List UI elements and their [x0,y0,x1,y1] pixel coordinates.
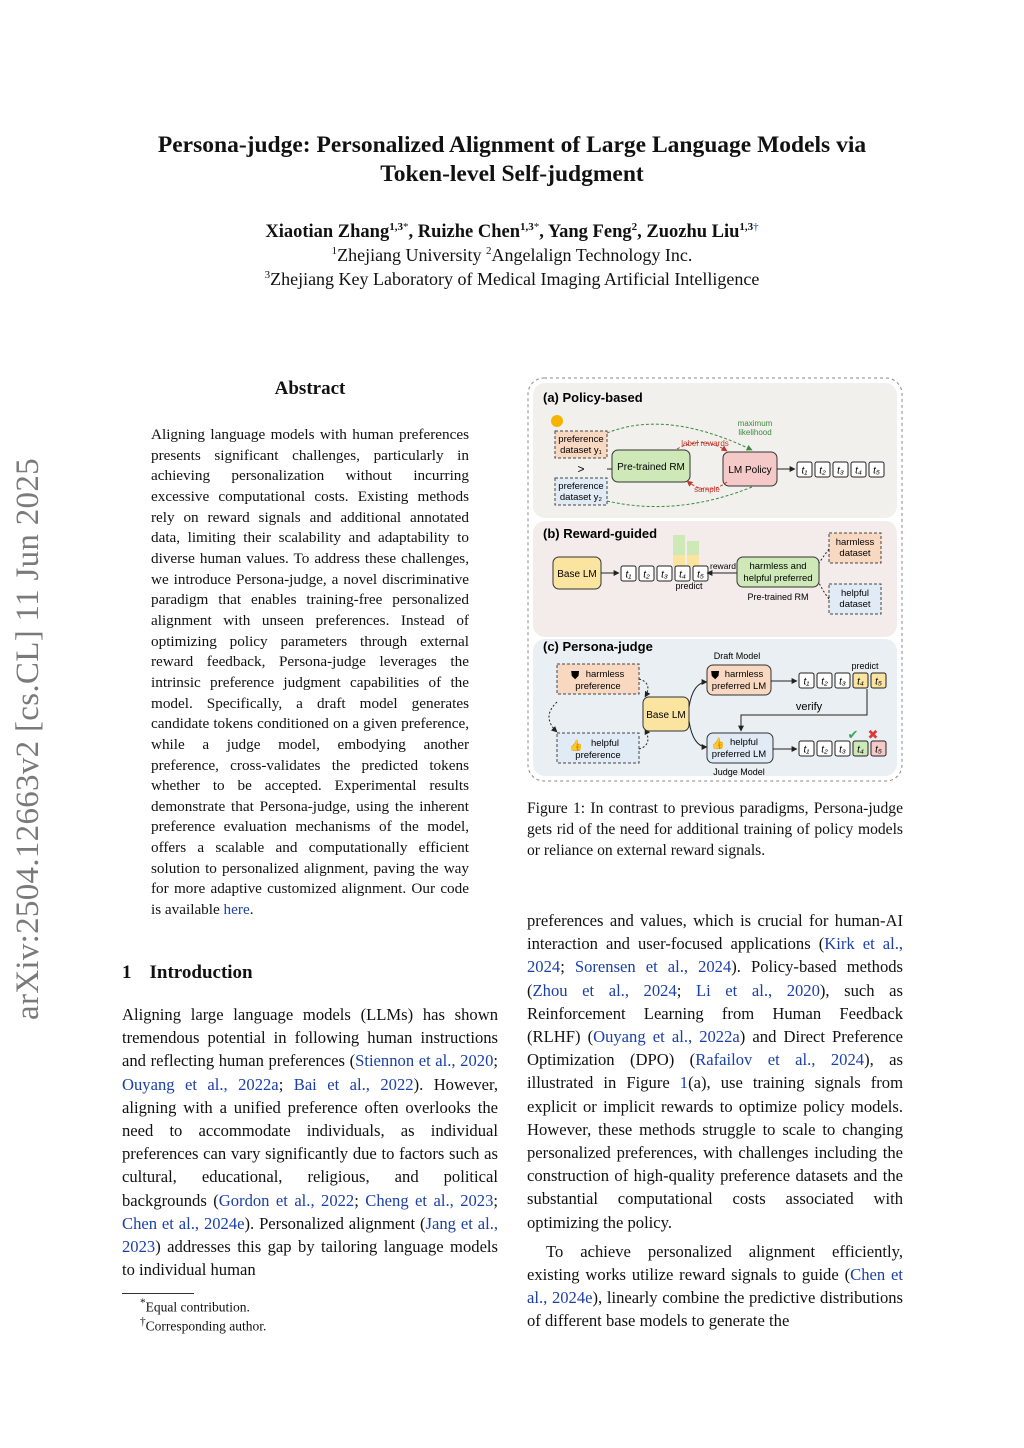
text-run: ). Policy-based methods ( [527,957,904,1000]
helpful-lm-2: preferred LM [711,749,767,760]
text-run: (a), use training signals from explicit or implicit rewards to optimize policy models. However, these methods struggle to scale to changing personalized preferences, with challenges including the construction of high-quality preference datasets and the substantial computational costs associated with optimizing the policy. [527,1073,903,1232]
token-label: t₃ [839,744,846,756]
author-list: Xiaotian Zhang$^{1,3*}$, Ruizhe Chen$^{1,3*}$, Yang Feng$^2$, Zuozhu Liu$^{1,3\dagger}$ [265,221,759,243]
harmless-lm-1: harmless [724,669,764,680]
abstract-text: Aligning language models with human preferences presents significant challenges, particularly in achieving personalization without incurring excessive computational costs. Existing methods rely on reward signals and additional annotated data, limiting their scalability and adaptability to diverse human values. To address these challenges, we introduce Persona-judge, a novel discriminative paradigm that enables training-free personalized alignment with unseen preferences. Instead of optimizing policy parameters through external reward feedback, Persona-judge leverages the intrinsic preference judgment capabilities of the model. Specifically, a draft model generates candidate tokens conditioned on a given preference, while a judge model, embodying another preference, cross-validates the predicted tokens whether to be accepted. Experimental results demonstrate that Persona-judge, using the inherent preference evaluation mechanisms of the model, offers a scalable and computationally efficient solution to personalized alignment, paving the way for more adaptive customized alignment. Our code is available [151,426,469,919]
author-affiliation-mark: 1,3 [520,221,534,233]
section-heading [122,962,253,984]
panel-c-title: (c) Persona-judge [543,639,653,654]
token-label: t₄ [679,569,686,581]
panel-a-title: (a) Policy-based [543,390,643,405]
harmless-pref-1: harmless [585,669,625,680]
figure-caption: Figure 1: In contrast to previous paradigms, Persona-judge gets rid of the need for additional training of policy models or reliance on external reward signals. [527,800,903,859]
text-run: ). Personalized alignment ( [244,1213,426,1233]
token-label: t₃ [837,465,844,477]
shield-icon: ⛊ [711,670,720,682]
author-name: Xiaotian Zhang [265,222,390,243]
text-run: ; [493,1190,499,1210]
figure-diagram [527,377,903,782]
verify-label: verify [795,701,823,713]
arxiv-identifier: arXiv:2504.12663v2 [cs.CL] 11 Jun 2025 [10,458,46,1020]
right-column-text [527,909,903,1333]
harmless-pref-2: preference [575,681,621,692]
token-label: t₂ [819,465,826,477]
text-run: Aligning large language models (LLMs) has shown tremendous potential in following human instructions and reflecting human preferences ( [122,1005,498,1071]
author-affiliation-mark: 1,3 [389,221,403,233]
reward-bar [673,535,685,555]
citation-link[interactable]: Sorensen et al., 2024 [574,957,732,977]
text-run: ; [560,957,575,977]
footnote-rule [122,1293,194,1294]
code-link[interactable]: here [223,901,250,919]
pref-y2-label: preference dataset y₂ [558,481,604,503]
token-label: t₁ [625,569,632,581]
affiliation: Zhejiang Key Laboratory of Medical Imaging Artificial Intelligence [270,269,760,289]
footnote-mark: † [140,1316,146,1328]
token-label: t₁ [801,465,808,477]
author-name: Yang Feng [547,222,632,243]
reward-label: reward [710,561,736,571]
token-label: t₃ [839,676,846,688]
citation-link[interactable]: Jang et al., 2023 [122,1213,498,1257]
reward-bar [687,541,699,555]
footnote [140,1316,266,1335]
text-run: ; [354,1190,366,1210]
lm-policy-label: LM Policy [728,465,772,476]
token-label: t₁ [803,676,810,688]
section-title: Introduction [149,962,253,983]
token-label: t₅ [697,569,704,581]
citation-link[interactable]: Li et al., 2020 [695,980,820,1000]
footnote-mark: * [140,1297,146,1309]
paper-title [80,131,944,189]
sun-icon [551,415,563,427]
author-affiliation-mark: 2 [631,221,638,233]
affiliation-line [80,245,944,266]
base-lm-label-b: Base LM [557,569,597,580]
thumbs-up-icon: 👍 [711,738,725,750]
helpful-dataset-2: dataset [839,599,871,610]
citation-link[interactable]: Bai et al., 2022 [293,1074,414,1094]
thumbs-up-icon: 👍 [569,740,583,752]
figure-1 [527,377,903,782]
abstract-heading: Abstract [274,378,346,399]
footnote-text: Equal contribution. [145,1299,250,1315]
footnote [140,1297,250,1316]
figure-ref-link[interactable]: 1 [679,1073,689,1093]
hh-preferred-2: helpful preferred [743,573,813,584]
affiliation-mark: 1 [331,245,338,257]
affiliation: Angelalign Technology Inc. [491,245,693,265]
token-label: t₄ [857,744,864,756]
citation-link[interactable]: Chen et al., 2024e [122,1213,245,1233]
judge-model-label: Judge Model [713,767,765,777]
affiliation-line [80,269,944,290]
text-run: ; [278,1074,294,1094]
token-label: t₂ [821,744,828,756]
citation-link[interactable]: Chen et al., 2024e [527,1265,903,1308]
author-name: Ruizhe Chen [417,222,520,243]
citation-link[interactable]: Zhou et al., 2024 [532,980,677,1000]
base-lm-label-c: Base LM [646,710,686,721]
title-line-1: Persona-judge: Personalized Alignment of Large Language Models via [157,132,867,158]
token-label: t₃ [661,569,668,581]
text-run: ) and Direct Preference Optimization (DPO) ( [527,1027,903,1070]
token-label: t₅ [875,676,882,688]
author-affiliation-mark: 1,3 [739,221,754,233]
text-run: ; [493,1051,498,1071]
token-label: t₅ [873,465,880,477]
helpful-pref-1: helpful [591,738,619,749]
text-run: ; [676,980,696,1000]
vs-symbol: > [577,462,585,476]
citation-link[interactable]: Ouyang et al., 2022a [593,1027,740,1047]
helpful-lm-1: helpful [730,737,758,748]
check-icon: ✔ [847,727,859,742]
text-run: ), as illustrated in Figure [527,1050,903,1093]
panel-b-title: (b) Reward-guided [543,526,658,541]
token-row-c-draft [799,673,886,688]
token-label: t₂ [643,569,650,581]
harmless-lm-2: preferred LM [711,681,767,692]
paragraph [527,1240,903,1333]
paragraph [527,909,903,1234]
token-label: t₁ [803,744,810,756]
abstract-body: Aligning language models with human preferences presents significant challenges, particularly in achieving personalization without incurring excessive computational costs. Existing methods rely on reward signals and additional annotated data, limiting their scalability and adaptability to diverse human values. To address these challenges, we introduce Persona-judge, a novel discriminative paradigm that enables training-free personalized alignment with unseen preferences. Instead of optimizing policy parameters through external reward feedback, Persona-judge leverages the intrinsic preference judgment capabilities of the model. Specifically, a draft model generates candidate tokens conditioned on a given preference, while a judge model, embodying another preference, cross-validates the predicted tokens whether to be accepted. Experimental results demonstrate that Persona-judge, using the inherent preference evaluation mechanisms of the model, offers a scalable and computationally efficient solution to personalized alignment, paving the way for more adaptive customized alignment. Our code is available here. [151,426,469,919]
citation-link[interactable]: Stiennon et al., 2020 [355,1051,494,1071]
token-row-c-judge [799,741,886,756]
citation-link[interactable]: Gordon et al., 2022 [218,1190,355,1210]
pref-y1-label: preference dataset y₁ [558,434,604,456]
citation-link[interactable]: Rafailov et al., 2024 [695,1050,865,1070]
cross-icon: ✖ [867,727,879,742]
citation-link[interactable]: Kirk et al., 2024 [527,934,904,977]
shield-icon: ⛊ [571,670,580,682]
draft-model-label: Draft Model [713,651,761,661]
token-label: t₄ [857,676,864,688]
harmless-dataset-1: harmless [835,537,875,548]
citation-link[interactable]: Ouyang et al., 2022a [122,1074,279,1094]
text-run: To achieve personalized alignment efficiently, existing works utilize reward signals to guide ( [527,1241,903,1285]
affiliation-mark: 2 [486,245,492,257]
author-name: Zuozhu Liu [646,222,740,243]
text-run: ), linearly combine the predictive distributions of different base models to generate the [527,1288,903,1331]
predict-label-c: predict [851,661,879,671]
sample-text: sample [694,485,720,494]
hh-preferred-1: harmless and [749,561,807,572]
token-row-a [797,462,884,477]
citation-link[interactable]: Cheng et al., 2023 [365,1190,494,1210]
text-run: ). However, aligning with a unified preference often overlooks the need to accommodate individuals, as individual preferences can vary significantly due to factors such as cultural, educational, religious, and political backgrounds ( [122,1074,498,1210]
affiliation-mark: 3 [264,269,271,281]
harmless-dataset-2: dataset [839,548,871,559]
text-run: ), such as Reinforcement Learning from Human Feedback (RLHF) ( [527,980,903,1047]
token-row-b [621,566,708,581]
token-label: t₄ [855,465,862,477]
title-line-2: Token-level Self-judgment [380,161,644,187]
pretrained-rm-label: Pre-trained RM [617,462,685,473]
reward-bar [687,555,699,567]
helpful-dataset-1: helpful [841,588,869,599]
token-label: t₅ [875,744,882,756]
intro-paragraph [122,1003,498,1281]
reward-bar [673,555,685,567]
label-rewards-text: label rewards [681,439,729,448]
pretrained-rm-b-label: Pre-trained RM [747,592,809,602]
affiliation: Zhejiang University [337,245,482,265]
text-run: ) addresses this gap by tailoring language models to individual human [122,1237,498,1280]
helpful-pref-2: preference [575,750,621,761]
text-run: preferences and values, which is crucial for human-AI interaction and user-focused applications ( [527,911,903,954]
max-likelihood-text-2: likelihood [738,428,772,437]
token-label: t₂ [821,676,828,688]
predict-label-b: predict [675,581,703,591]
footnote-text: Corresponding author. [145,1318,267,1334]
max-likelihood-text-1: maximum [737,419,773,428]
section-number: 1 [122,962,132,983]
